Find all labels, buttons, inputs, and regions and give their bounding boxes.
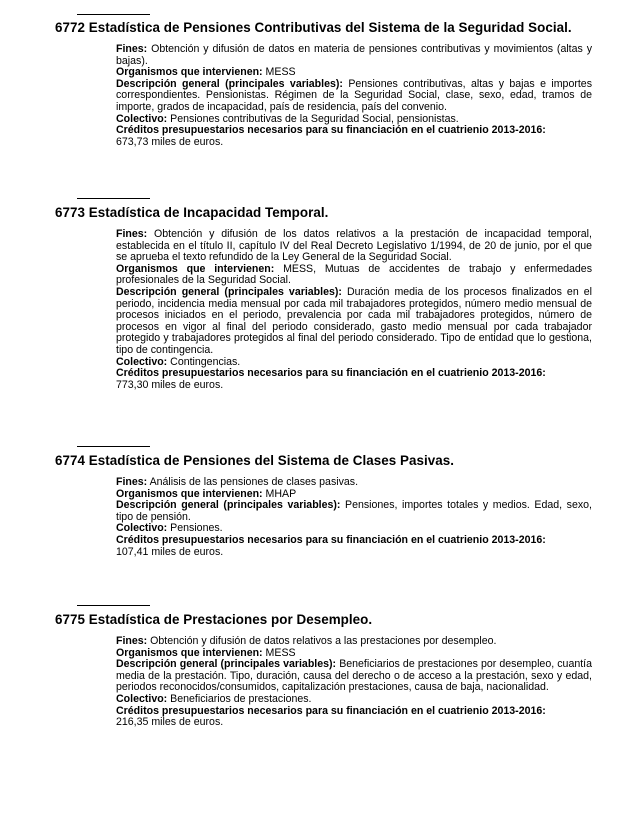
descripcion-label: Descripción general (principales variables): [116, 285, 342, 298]
section-rule [77, 14, 150, 15]
fines-paragraph [116, 229, 592, 264]
creditos-label: Créditos presupuestarios necesarios para su financiación en el cuatrienio 2013-2016: [116, 367, 546, 380]
creditos-paragraph [116, 125, 592, 148]
fines-text: Obtención y difusión de datos relativos a las prestaciones por desempleo. [150, 635, 497, 647]
descripcion-label: Descripción general (principales variables): [116, 77, 343, 90]
organismos-paragraph [116, 264, 592, 287]
organismos-label: Organismos que intervienen: [116, 66, 263, 79]
creditos-label: Créditos presupuestarios necesarios para su financiación en el cuatrienio 2013-2016: [116, 704, 546, 717]
section-rule [77, 198, 150, 199]
organismos-text: MESS, Mutuas de accidentes de trabajo y enfermedades profesionales de la Seguridad Social. [116, 262, 592, 287]
organismos-label: Organismos que intervienen: [116, 262, 275, 275]
descripcion-paragraph [116, 287, 592, 357]
section-rule [77, 446, 150, 447]
fines-text: Análisis de las pensiones de clases pasivas. [149, 476, 359, 488]
descripcion-text: Beneficiarios de prestaciones por desempleo, cuantía media de la prestación. Tipo, duración, causa del derecho o de acceso a la prestación, sexo y edad, periodos reconocidos/consumidos, capitalización prestaciones, causa de baja, nacionalidad. [116, 658, 593, 694]
entry-title: 6773 Estadística de Incapacidad Temporal. [55, 205, 329, 220]
descripcion-label: Descripción general (principales variables): [116, 499, 341, 512]
colectivo-label: Colectivo: [116, 522, 168, 535]
organismos-text: MESS [265, 646, 296, 659]
creditos-label: Créditos presupuestarios necesarios para su financiación en el cuatrienio 2013-2016: [116, 124, 546, 137]
entry-body [116, 44, 592, 148]
entry-body [116, 636, 592, 729]
organismos-label: Organismos que intervienen: [116, 487, 263, 500]
colectivo-label: Colectivo: [116, 112, 168, 125]
organismos-label: Organismos que intervienen: [116, 646, 263, 659]
creditos-paragraph [116, 706, 592, 729]
colectivo-text: Pensiones. [170, 522, 223, 535]
fines-text: Obtención y difusión de datos en materia de pensiones contributivas y movimientos (altas y bajas). [116, 43, 592, 67]
entry-body [116, 229, 592, 391]
creditos-paragraph [116, 368, 592, 391]
descripcion-paragraph [116, 79, 592, 114]
fines-paragraph [116, 44, 592, 67]
organismos-text: MESS [265, 66, 296, 79]
organismos-text: MHAP [265, 487, 297, 500]
colectivo-label: Colectivo: [116, 692, 168, 705]
descripcion-text: Pensiones contributivas, altas y bajas e importes correspondientes. Pensionistas. Régimen de la Seguridad Social, clase, sexo, edad, tramos de importe, grados de incapacidad, país de residencia, país del convenio. [116, 77, 592, 113]
descripcion-text: Duración media de los procesos finalizados en el periodo, incidencia media mensual por cada mil trabajadores protegidos, número medio mensual de procesos iniciados en el periodo, prevalencia por cada mil trabajadores protegidos, número de procesos en vigor al final del periodo considerado, gasto medio mensual por cada trabajador protegido y trabajadores protegidos al final del periodo considerado. Tipo de entidad que lo gestiona, tipo de contingencia. [116, 285, 593, 356]
creditos-text: 107,41 miles de euros. [116, 545, 224, 558]
colectivo-label: Colectivo: [116, 355, 168, 368]
descripcion-label: Descripción general (principales variables): [116, 658, 337, 671]
fines-label: Fines: [116, 228, 148, 240]
fines-label: Fines: [116, 43, 148, 55]
entry-title: 6774 Estadística de Pensiones del Sistema de Clases Pasivas. [55, 453, 454, 468]
fines-label: Fines: [116, 635, 148, 647]
descripcion-text: Pensiones, importes totales y medios. Edad, sexo, tipo de pensión. [116, 499, 592, 523]
fines-label: Fines: [116, 476, 148, 488]
creditos-label: Créditos presupuestarios necesarios para su financiación en el cuatrienio 2013-2016: [116, 533, 546, 546]
colectivo-text: Beneficiarios de prestaciones. [170, 692, 312, 705]
colectivo-text: Pensiones contributivas de la Seguridad Social, pensionistas. [170, 112, 459, 125]
creditos-text: 773,30 miles de euros. [116, 378, 224, 391]
descripcion-paragraph [116, 659, 592, 694]
entry-title: 6772 Estadística de Pensiones Contributivas del Sistema de la Seguridad Social. [55, 20, 572, 35]
descripcion-paragraph [116, 500, 592, 523]
creditos-text: 216,35 miles de euros. [116, 716, 224, 729]
colectivo-text: Contingencias. [170, 355, 241, 368]
creditos-paragraph [116, 535, 592, 558]
fines-text: Obtención y difusión de los datos relativos a la prestación de incapacidad temporal, establecida en el título II, capítulo IV del Real Decreto Legislativo 1/1994, de 20 de junio, por el que se aprueba el texto refundido de la Ley General de la Seguridad Social. [116, 228, 592, 264]
entry-body [116, 477, 592, 558]
section-rule [77, 605, 150, 606]
creditos-text: 673,73 miles de euros. [116, 135, 224, 148]
entry-title: 6775 Estadística de Prestaciones por Desempleo. [55, 612, 373, 627]
